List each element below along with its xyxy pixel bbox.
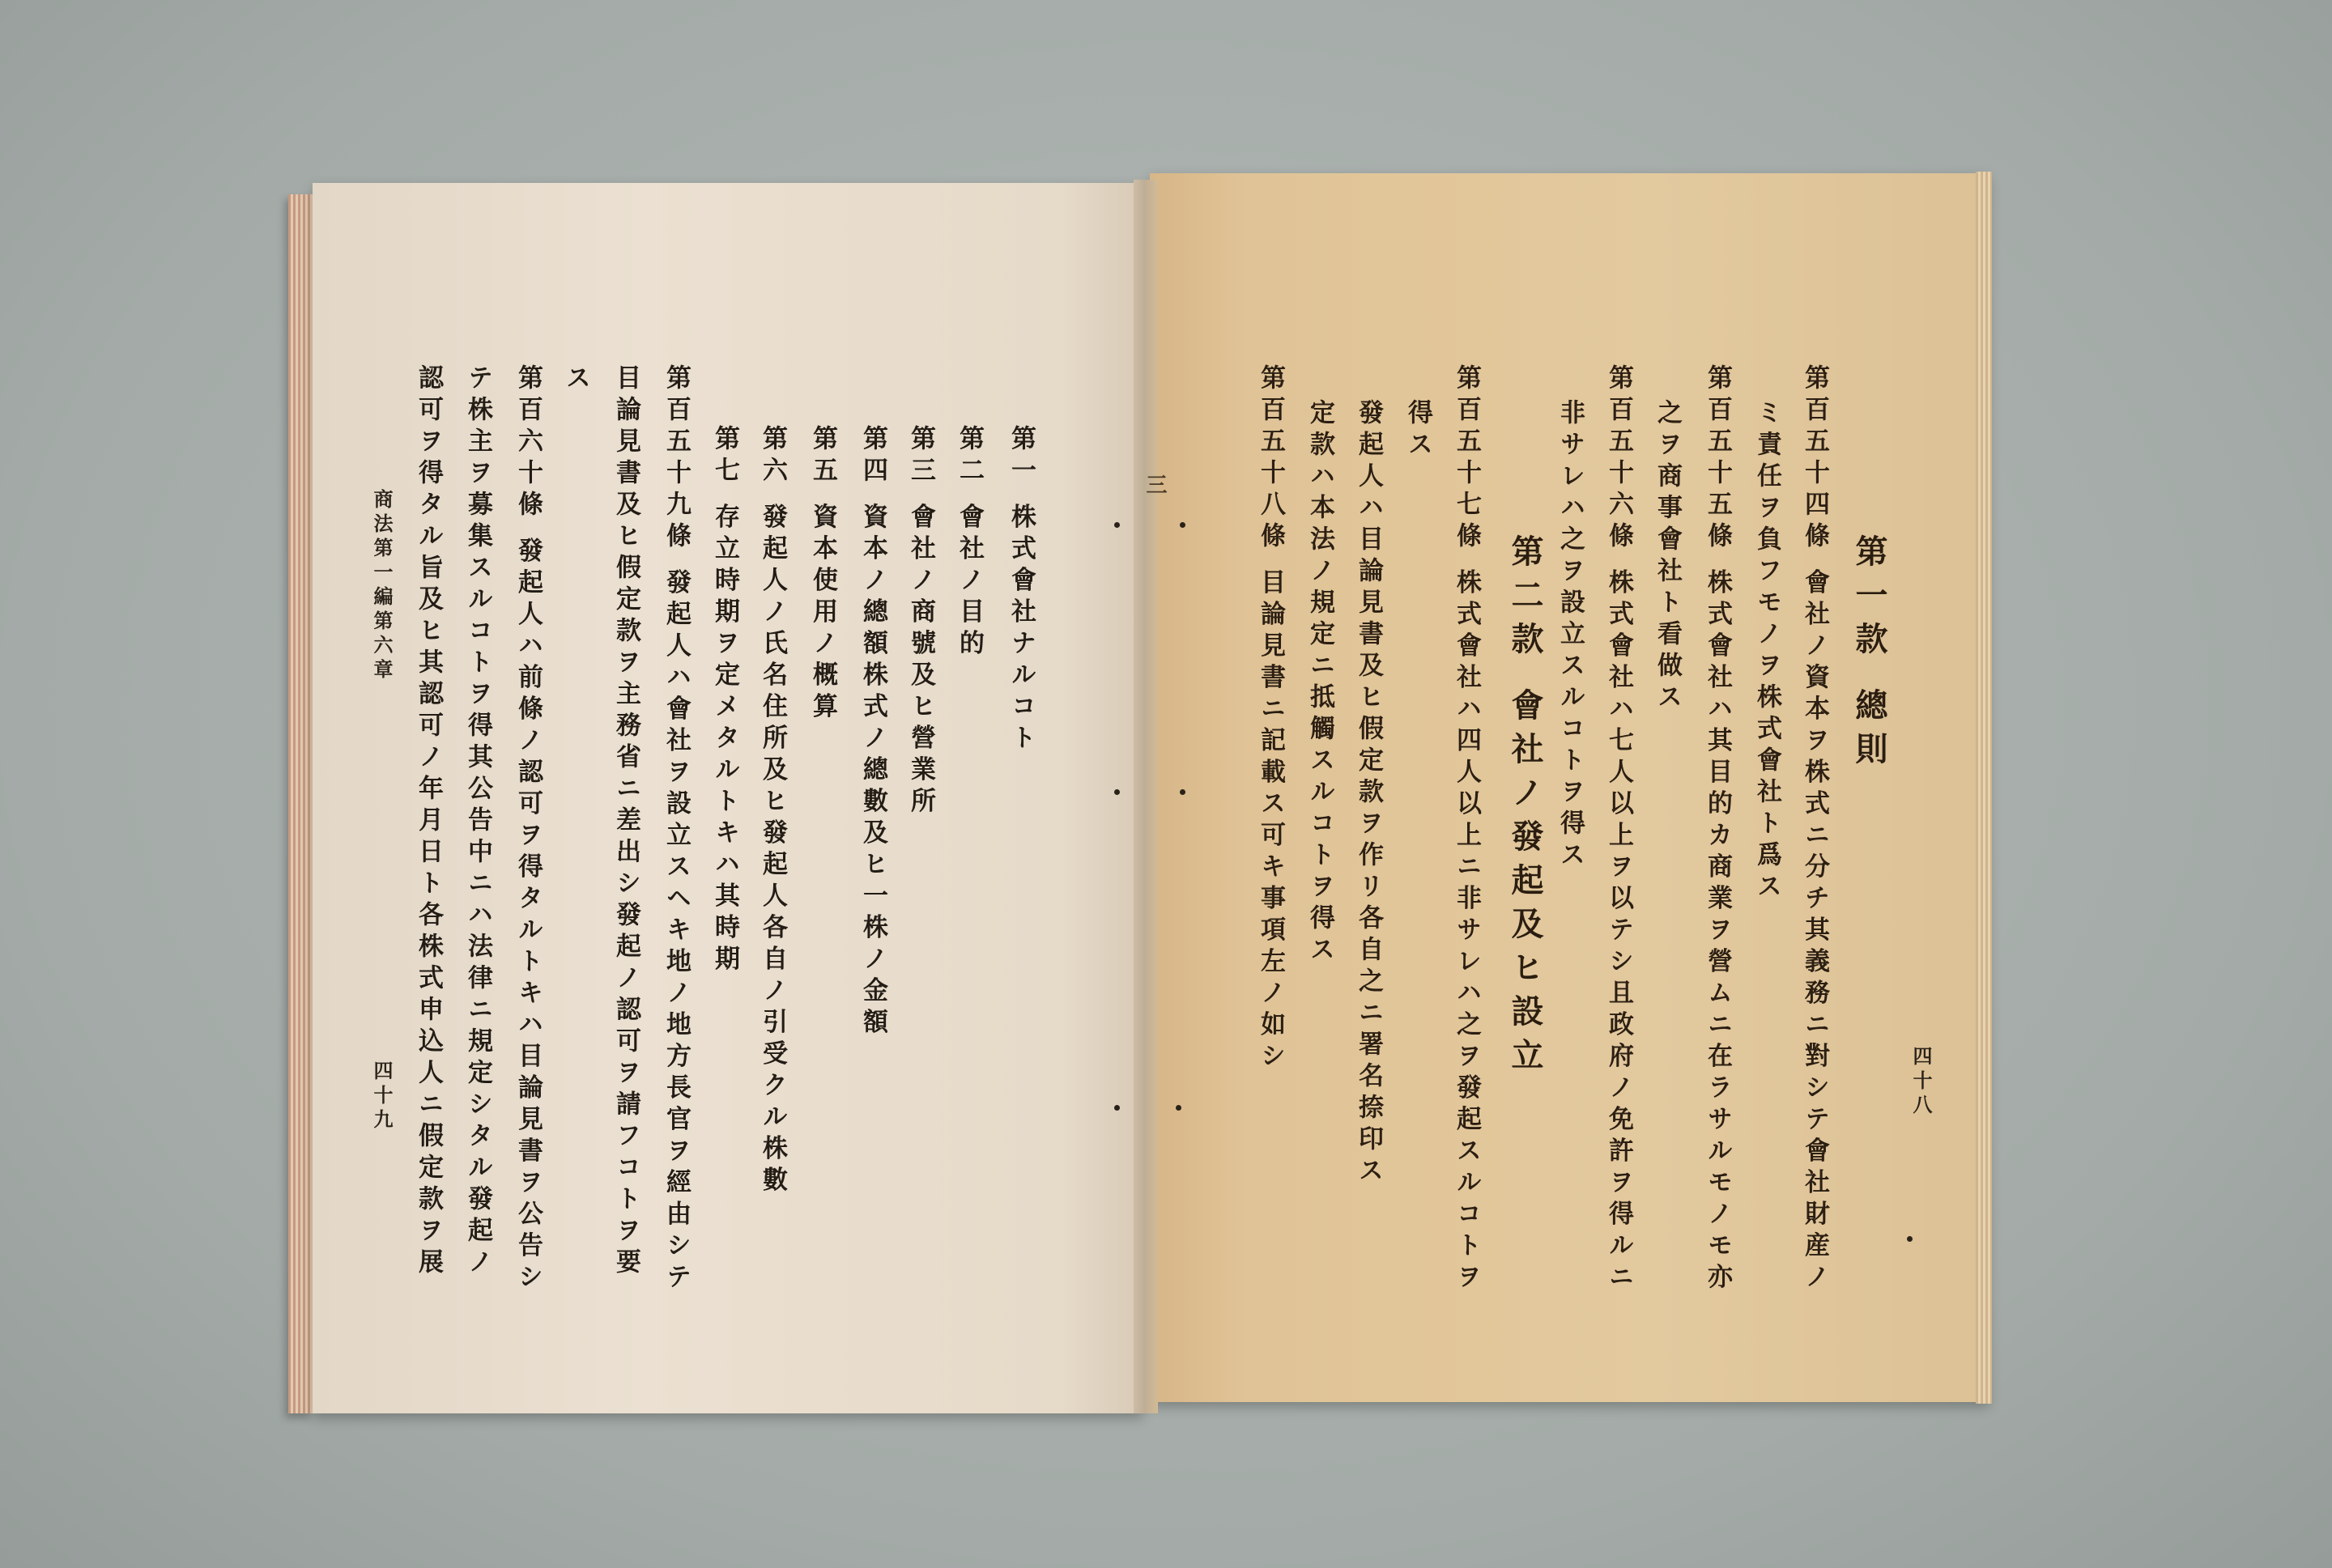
stitch-hole [1907, 1236, 1913, 1242]
book-gutter [1134, 180, 1158, 1413]
right-page-edges [1976, 172, 1992, 1404]
text-line: 之ヲ商事會社ト看做ス [1653, 399, 1682, 715]
stitch-hole [1114, 789, 1120, 795]
left-page-edges [288, 194, 313, 1413]
text-line: 第六 發起人ノ氏名住所及ヒ發起人各自ノ引受クル株數 [758, 425, 787, 1198]
section-heading: 第二款 會社ノ發起及ヒ設立 [1506, 534, 1544, 1081]
text-line: 第七 存立時期ヲ定メタルトキハ其時期 [710, 425, 739, 977]
text-line: 定款ハ本法ノ規定ニ抵觸スルコトヲ得ス [1305, 399, 1334, 967]
gutter-mark: 三 [1143, 474, 1167, 495]
text-line: 第百六十條 發起人ハ前條ノ認可ヲ得タルトキハ目論見書ヲ公告シ [513, 364, 543, 1295]
text-line: 認可ヲ得タル旨及ヒ其認可ノ年月日ト各株式申込人ニ假定款ヲ展 [414, 364, 443, 1280]
stitch-hole [1176, 1105, 1181, 1111]
text-line: 第百五十六條 株式會社ハ七人以上ヲ以テシ且政府ノ免許ヲ得ルニ [1604, 364, 1633, 1295]
text-line: 得ス [1403, 399, 1432, 462]
stitch-hole [1180, 522, 1185, 528]
text-line: 第百五十八條 目論見書ニ記載ス可キ事項左ノ如シ [1256, 364, 1285, 1074]
text-line: 第二 會社ノ目的 [955, 425, 984, 661]
text-line: 第四 資本ノ總額株式ノ總數及ヒ一株ノ金額 [858, 425, 887, 1040]
text-line: 第三 會社ノ商號及ヒ營業所 [906, 425, 935, 819]
text-line: 第百五十五條 株式會社ハ其目的カ商業ヲ營ムニ在ラサルモノモ亦 [1703, 364, 1732, 1295]
text-line: 第百五十九條 發起人ハ會社ヲ設立スヘキ地ノ地方長官ヲ經由シテ [662, 364, 691, 1295]
text-line: 非サレハ之ヲ設立スルコトヲ得ス [1555, 399, 1585, 873]
text-line: ス [561, 364, 590, 396]
stitch-hole [1114, 522, 1120, 528]
text-line: 第百五十七條 株式會社ハ四人以上ニ非サレハ之ヲ發起スルコトヲ [1452, 364, 1481, 1295]
text-line: ミ責任ヲ負フモノヲ株式會社ト爲ス [1752, 399, 1781, 904]
section-heading: 第一款 總則 [1850, 534, 1888, 776]
text-line: 第五 資本使用ノ概算 [808, 425, 837, 725]
page-number: 四十九 [370, 1060, 394, 1133]
text-line: 第一 株式會社ナルコト [1006, 425, 1036, 756]
text-line: 第百五十四條 會社ノ資本ヲ株式ニ分チ其義務ニ對シテ會社財産ノ [1800, 364, 1829, 1295]
text-line: テ株主ヲ募集スルコトヲ得其公告中ニハ法律ニ規定シタル發起ノ [463, 364, 492, 1280]
text-line: 目論見書及ヒ假定款ヲ主務省ニ差出シ發起ノ認可ヲ請フコトヲ要 [611, 364, 640, 1280]
page-number: 四十八 [1909, 1046, 1933, 1119]
stitch-hole [1114, 1105, 1120, 1111]
stitch-hole [1180, 789, 1185, 795]
text-line: 發起人ハ目論見書及ヒ假定款ヲ作リ各自之ニ署名捺印ス [1354, 399, 1383, 1188]
running-footer: 商法第一編第六章 [370, 489, 394, 683]
